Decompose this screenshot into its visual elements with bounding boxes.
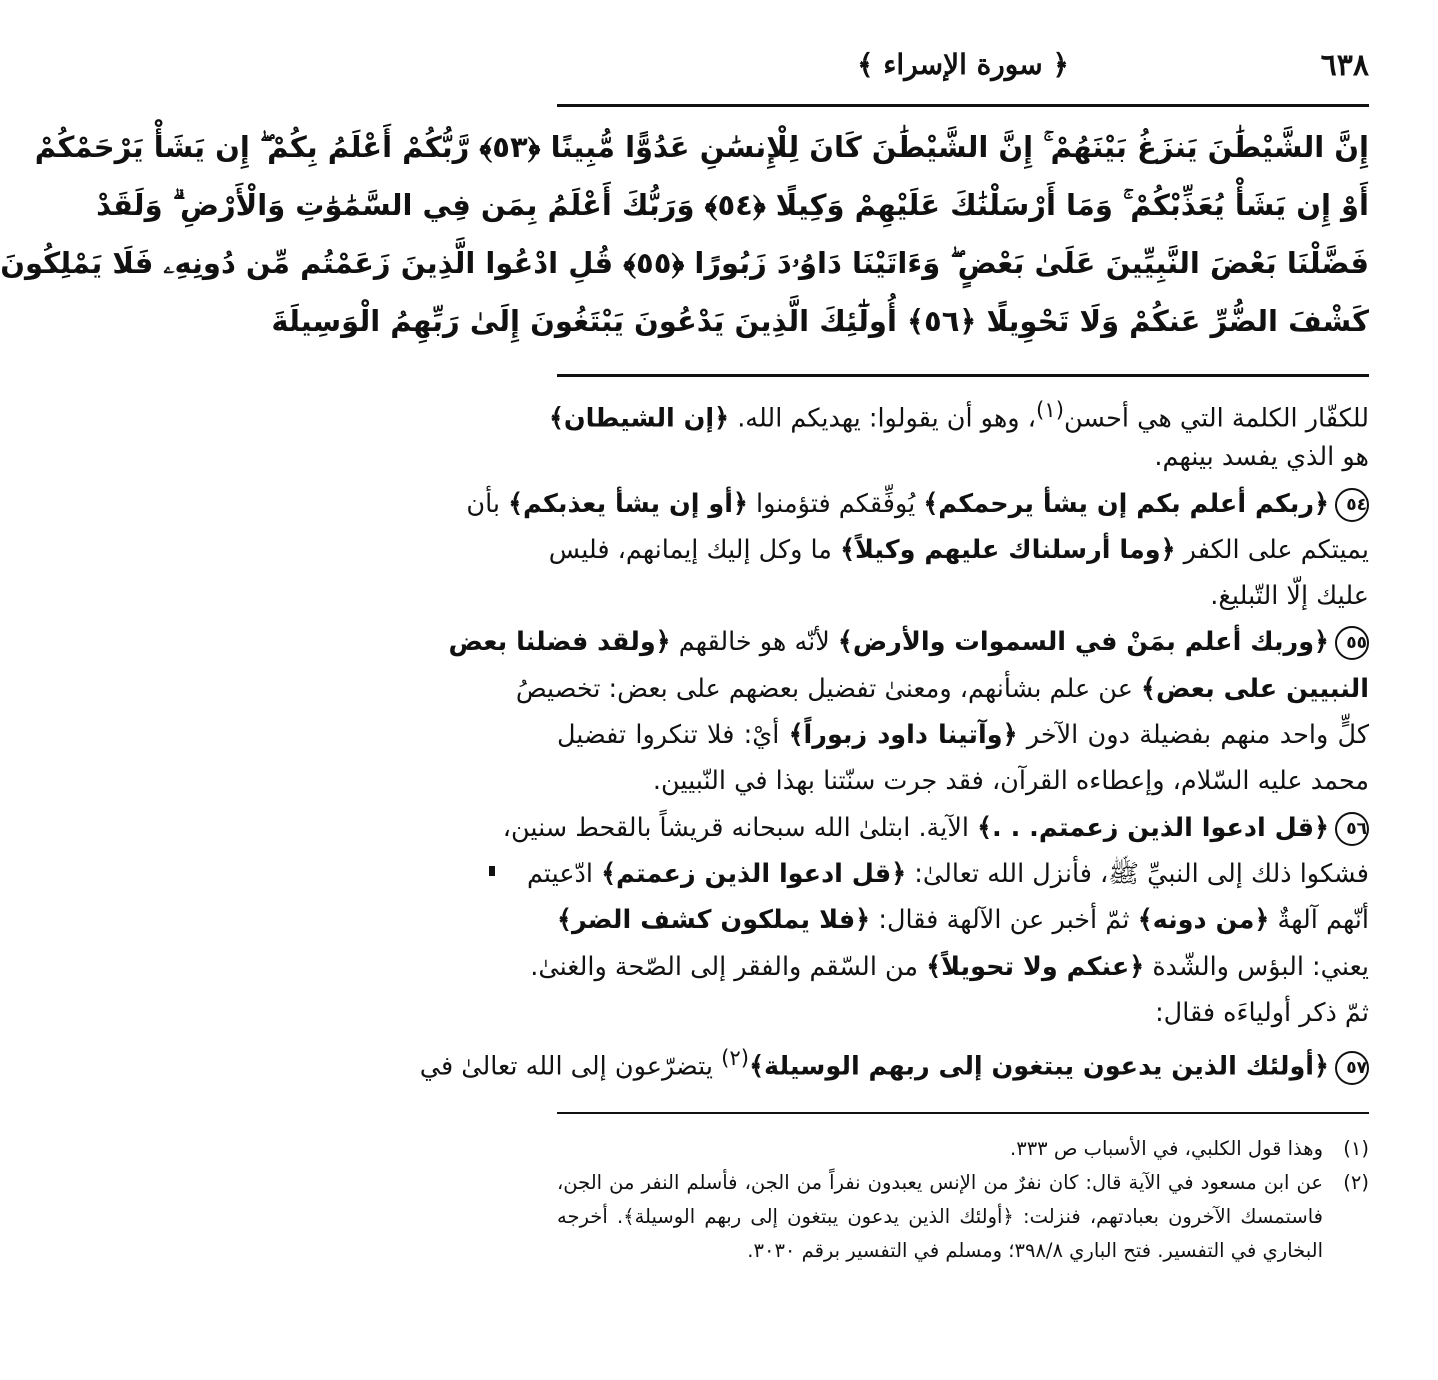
- footnote: [557, 1166, 1369, 1268]
- quran-line: فَضَّلْنَا بَعْضَ النَّبِيِّينَ عَلَىٰ بَعْضٍ ۖ وَءَاتَيْنَا دَاوُۥدَ زَبُورًا ﴿٥٥﴾ قُلِ ادْعُوا الَّذِينَ زَعَمْتُم مِّن دُونِهِۦ فَلَا يَمْلِكُونَ: [0, 246, 1369, 280]
- commentary-text: فشكوا ذلك إلى النبيِّ ﷺ، فأنزل الله تعالىٰ:: [906, 858, 1369, 889]
- footnote-text: وهذا قول الكلبي، في الأسباب ص ٣٣٣.: [1010, 1137, 1323, 1160]
- commentary-text: من السّقم والفقر إلى الصّحة والغنىٰ.: [530, 951, 927, 982]
- footnote-number: (١): [1343, 1137, 1369, 1160]
- verse-quote: ﴿وما أرسلناك عليهم وكيلاً﴾: [840, 534, 1176, 565]
- commentary-text: بأن: [466, 488, 509, 519]
- commentary-text: يعني: البؤس والشّدة: [1144, 951, 1369, 982]
- verse-quote: ﴿عنكم ولا تحويلاً﴾: [926, 951, 1145, 982]
- commentary-block: [419, 388, 1369, 1100]
- quran-text-block: [0, 118, 1369, 364]
- verse-quote: ﴿قل ادعوا الذين زعمتم. . .﴾: [977, 812, 1329, 843]
- commentary-line: [530, 944, 1369, 990]
- verse-number-badge: ٥٥: [1335, 626, 1369, 660]
- commentary-text: أنّهم آلهةٌ: [1269, 905, 1369, 936]
- verse-quote: ﴿ولقد فضلنا بعض: [448, 627, 671, 658]
- verse-number-badge: ٥٧: [1335, 1051, 1369, 1085]
- commentary-text: ، وهو أن يقولوا: يهديكم الله.: [737, 403, 1036, 434]
- commentary-text: أيْ: فلا تنكروا تفضيل: [557, 720, 789, 751]
- commentary-text: يميتكم على الكفر: [1175, 534, 1369, 565]
- commentary-text: يتضرّعون إلى الله تعالىٰ في: [419, 1051, 722, 1082]
- verse-number-badge: ٥٦: [1335, 812, 1369, 846]
- commentary-line: [419, 1036, 1369, 1082]
- commentary-line: محمد عليه السّلام، وإعطاءه القرآن، فقد جرت سنّتنا بهذا في النّبيين.: [652, 766, 1369, 797]
- commentary-text: ادّعيتم: [526, 858, 602, 889]
- commentary-text: كلٍّ واحد منهم بفضيلة دون الآخر: [1017, 720, 1369, 751]
- footnote-ref: (٢): [721, 1046, 750, 1072]
- commentary-text: ما وكل إليك إيمانهم، فليس: [548, 534, 841, 565]
- verse-quote: ﴿وربك أعلم بمَنْ في السموات والأرض﴾: [837, 627, 1329, 658]
- commentary-line: [515, 666, 1369, 712]
- footnote-text: عن ابن مسعود في الآية قال: كان نفرٌ من الإنس يعبدون نفراً من الجن، فأسلم النفر من الجن، فاستمسك الآخرون بعبادتهم، فنزلت: ﴿أولئك الذين يدعون يبتغون إلى ربهم الوسيلة﴾. أخرجه البخاري في التفسير. فتح الباري ٣٩٨/٨؛ ومسلم في التفسير برقم ٣٠٣٠.: [557, 1171, 1323, 1262]
- verse-quote: النبيين على بعض﴾: [1141, 673, 1369, 704]
- commentary-line: ثمّ ذكر أولياءَه فقال:: [1155, 997, 1369, 1028]
- verse-quote: ﴿أولئك الذين يدعون يبتغون إلى ربهم الوسيلة﴾: [749, 1051, 1329, 1082]
- quran-line: إِنَّ الشَّيْطَٰنَ يَنزَغُ بَيْنَهُمْ ۚ إِنَّ الشَّيْطَٰنَ كَانَ لِلْإِنسَٰنِ عَدُوًّا مُّبِينًا ﴿٥٣﴾ رَّبُّكُمْ أَعْلَمُ بِكُمْ ۖ إِن يَشَأْ يَرْحَمْكُمْ: [34, 130, 1369, 164]
- commentary-text: يُوفِّقكم فتؤمنوا: [747, 488, 924, 519]
- commentary-line: [548, 388, 1369, 434]
- page-number: ٦٣٨: [1320, 48, 1369, 83]
- verse-quote: ﴿قل ادعوا الذين زعمتم﴾: [601, 858, 907, 889]
- quran-line: أَوْ إِن يَشَأْ يُعَذِّبْكُمْ ۚ وَمَا أَرْسَلْنَٰكَ عَلَيْهِمْ وَكِيلًا ﴿٥٤﴾ وَرَبُّكَ أَعْلَمُ بِمَن فِي السَّمَٰوَٰتِ وَالْأَرْضِ ۗ وَلَقَدْ: [96, 188, 1369, 222]
- commentary-text: للكفّار الكلمة التي هي أحسن: [1063, 403, 1369, 434]
- verse-quote: ﴿ربكم أعلم بكم إن يشأ يرحمكم﴾: [923, 488, 1329, 519]
- page-header: [557, 44, 1369, 94]
- verse-quote: ﴿وآتينا داود زبوراً﴾: [788, 720, 1018, 751]
- verse-quote: ﴿من دونه﴾: [1137, 905, 1270, 936]
- commentary-text: لأنّه هو خالقهم: [670, 627, 838, 658]
- commentary-line: عليك إلّا التّبليغ.: [1210, 581, 1369, 612]
- commentary-line: [548, 527, 1369, 573]
- margin-mark: [489, 866, 495, 876]
- footnote-divider: [557, 1112, 1369, 1114]
- footnote: [557, 1132, 1369, 1166]
- commentary-line: [466, 481, 1369, 527]
- quran-divider: [557, 374, 1369, 377]
- commentary-line: [557, 712, 1369, 758]
- footnote-ref: (١): [1035, 398, 1064, 423]
- commentary-text: عن علم بشأنهم، ومعنىٰ تفضيل بعضهم على بعض: تخصيصُ: [515, 673, 1142, 704]
- footnote-number: (٢): [1343, 1171, 1369, 1194]
- commentary-line: [502, 805, 1369, 851]
- commentary-line: هو الذي يفسد بينهم.: [1154, 442, 1369, 473]
- verse-number-badge: ٥٤: [1335, 488, 1369, 522]
- quran-line: كَشْفَ الضُّرِّ عَنكُمْ وَلَا تَحْوِيلًا ﴿٥٦﴾ أُولَٰٓئِكَ الَّذِينَ يَدْعُونَ يَبْتَغُونَ إِلَىٰ رَبِّهِمُ الْوَسِيلَةَ: [271, 304, 1369, 338]
- verse-quote: ﴿فلا يملكون كشف الضر﴾: [557, 905, 871, 936]
- commentary-line: [526, 851, 1369, 897]
- verse-quote: ﴿أو إن يشأ يعذبكم﴾: [508, 488, 748, 519]
- surah-title: ﴿ سورة الإسراء ﴾: [857, 48, 1069, 81]
- header-divider: [557, 104, 1369, 107]
- commentary-line: [557, 897, 1369, 943]
- footnotes: [557, 1132, 1369, 1332]
- commentary-line: [448, 619, 1369, 665]
- commentary-text: ثمّ أخبر عن الآلهة فقال:: [870, 905, 1138, 936]
- verse-quote: ﴿إن الشيطان﴾: [548, 403, 730, 434]
- commentary-text: الآية. ابتلىٰ الله سبحانه قريشاً بالقحط سنين،: [502, 812, 978, 843]
